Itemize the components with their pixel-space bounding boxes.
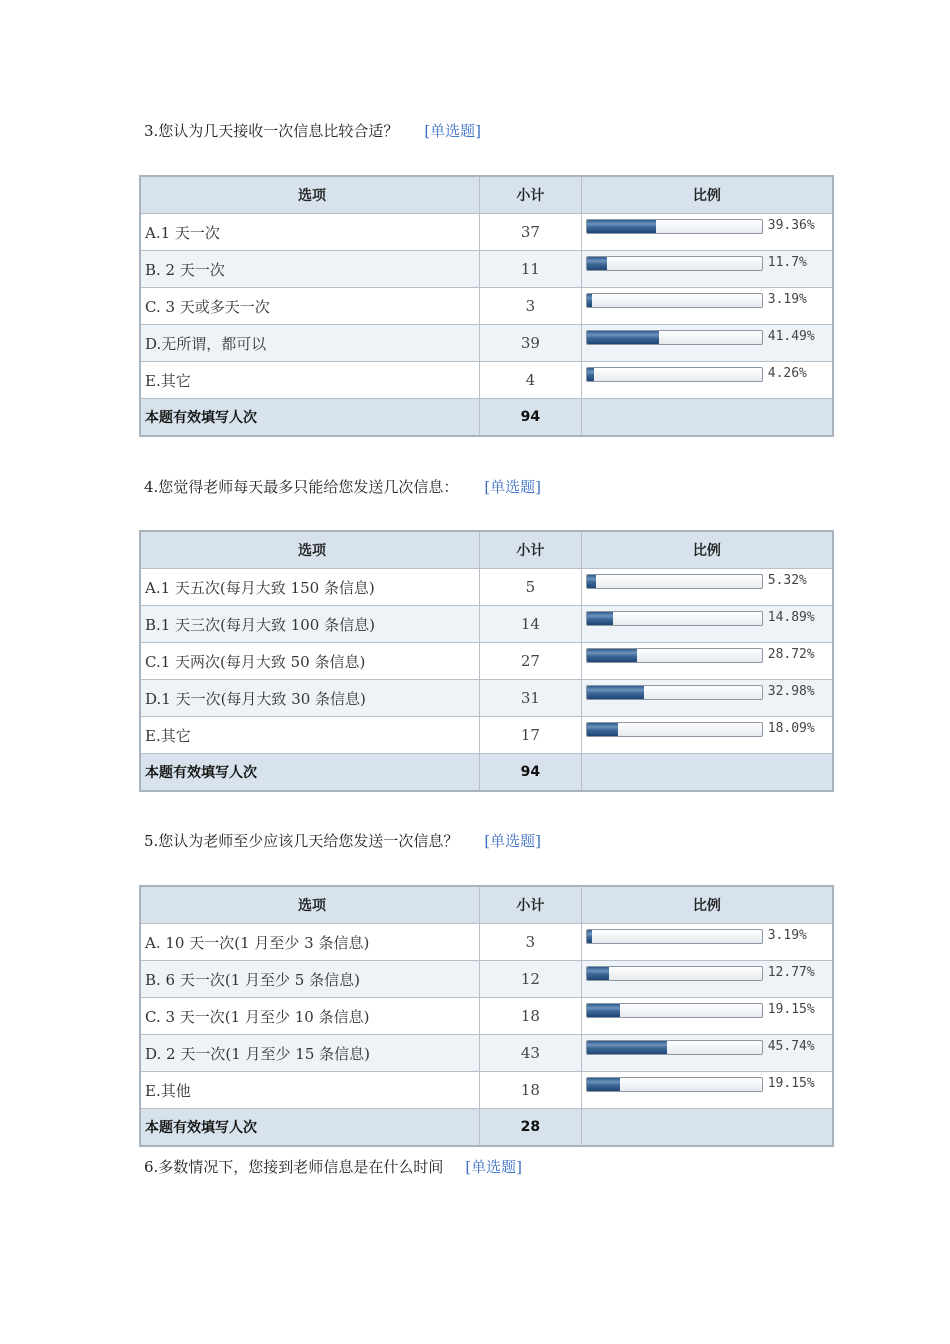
progress-bar (586, 293, 763, 308)
total-label: 本题有效填写人次 (140, 1109, 480, 1147)
option-cell (140, 1072, 480, 1109)
count-cell: 12 (480, 961, 582, 998)
percent-label: 45.74% (767, 1039, 815, 1054)
table-row (140, 680, 833, 717)
total-row (140, 1109, 833, 1147)
option-cell (140, 606, 480, 643)
ratio-cell (581, 214, 833, 251)
option-label: E.其他 (145, 1081, 191, 1100)
table-header-row (140, 176, 833, 214)
progress-bar-fill (587, 967, 609, 980)
table-row (140, 325, 833, 362)
progress-bar-fill (587, 1004, 621, 1017)
question-6-title (144, 1156, 522, 1177)
ratio-cell (581, 362, 833, 399)
option-cell (140, 214, 480, 251)
progress-bar (586, 648, 763, 663)
progress-bar (586, 256, 763, 271)
count-cell: 5 (480, 569, 582, 606)
progress-bar-fill (587, 220, 656, 233)
column-header-option: 选项 (140, 531, 480, 569)
percent-label: 11.7% (767, 255, 807, 270)
table-row (140, 606, 833, 643)
option-label: A.1 天一次 (145, 223, 220, 242)
total-count: 94 (480, 754, 582, 792)
column-header-ratio: 比例 (581, 886, 833, 924)
question-title-text: 6.多数情况下，您接到老师信息是在什么时间 (144, 1158, 444, 1176)
count-cell: 31 (480, 680, 582, 717)
count-cell: 3 (480, 924, 582, 961)
progress-bar-fill (587, 649, 637, 662)
count-cell: 18 (480, 1072, 582, 1109)
table-row (140, 1035, 833, 1072)
progress-bar-fill (587, 257, 607, 270)
question-title-text: 5.您认为老师至少应该几天给您发送一次信息？ (144, 832, 459, 850)
option-label: E.其它 (145, 371, 191, 390)
option-cell (140, 643, 480, 680)
option-cell (140, 569, 480, 606)
progress-bar-fill (587, 331, 660, 344)
ratio-cell (581, 325, 833, 362)
count-cell: 3 (480, 288, 582, 325)
count-cell: 14 (480, 606, 582, 643)
progress-bar (586, 1040, 763, 1055)
column-header-ratio: 比例 (581, 531, 833, 569)
percent-label: 19.15% (767, 1076, 815, 1091)
option-label: D.1 天一次(每月大致 30 条信息) (145, 689, 366, 708)
option-cell (140, 961, 480, 998)
table-row (140, 998, 833, 1035)
table-row (140, 251, 833, 288)
table-row (140, 569, 833, 606)
progress-bar-fill (587, 723, 619, 736)
question-3-title (144, 120, 481, 141)
table-row (140, 1072, 833, 1109)
progress-bar (586, 611, 763, 626)
option-cell (140, 717, 480, 754)
progress-bar (586, 1077, 763, 1092)
question-5-title (144, 830, 541, 851)
progress-bar-fill (587, 1078, 621, 1091)
progress-bar-fill (587, 368, 594, 381)
percent-label: 41.49% (767, 329, 815, 344)
ratio-cell (581, 251, 833, 288)
option-cell (140, 1035, 480, 1072)
column-header-option: 选项 (140, 176, 480, 214)
progress-bar (586, 929, 763, 944)
question-type-tag: [单选题] (484, 832, 542, 850)
ratio-cell (581, 1035, 833, 1072)
question-title-text: 4.您觉得老师每天最多只能给您发送几次信息： (144, 478, 459, 496)
progress-bar-fill (587, 294, 593, 307)
ratio-cell (581, 998, 833, 1035)
ratio-cell (581, 569, 833, 606)
table-row (140, 288, 833, 325)
ratio-cell (581, 961, 833, 998)
question-type-tag: [单选题] (484, 478, 542, 496)
progress-bar (586, 966, 763, 981)
percent-label: 4.26% (767, 366, 807, 381)
column-header-count: 小计 (480, 886, 582, 924)
count-cell: 17 (480, 717, 582, 754)
progress-bar (586, 219, 763, 234)
total-label: 本题有效填写人次 (140, 754, 480, 792)
progress-bar (586, 574, 763, 589)
option-label: D. 2 天一次(1 月至少 15 条信息) (145, 1044, 370, 1063)
column-header-option: 选项 (140, 886, 480, 924)
percent-label: 3.19% (767, 928, 807, 943)
table-header-row (140, 886, 833, 924)
progress-bar-fill (587, 1041, 667, 1054)
total-count: 28 (480, 1109, 582, 1147)
count-cell: 27 (480, 643, 582, 680)
option-label: B.1 天三次(每月大致 100 条信息) (145, 615, 375, 634)
progress-bar (586, 367, 763, 382)
option-cell (140, 251, 480, 288)
total-count: 94 (480, 399, 582, 437)
progress-bar-fill (587, 612, 613, 625)
progress-bar (586, 1003, 763, 1018)
progress-bar (586, 685, 763, 700)
option-cell (140, 362, 480, 399)
percent-label: 14.89% (767, 610, 815, 625)
table-row (140, 214, 833, 251)
ratio-cell (581, 924, 833, 961)
count-cell: 18 (480, 998, 582, 1035)
question-3-table (139, 175, 834, 437)
percent-label: 18.09% (767, 721, 815, 736)
option-cell (140, 998, 480, 1035)
table-header-row (140, 531, 833, 569)
option-label: C. 3 天或多天一次 (145, 297, 270, 316)
column-header-ratio: 比例 (581, 176, 833, 214)
question-title-text: 3.您认为几天接收一次信息比较合适？ (144, 122, 399, 140)
option-label: C. 3 天一次(1 月至少 10 条信息) (145, 1007, 370, 1026)
ratio-cell (581, 1072, 833, 1109)
progress-bar-fill (587, 686, 645, 699)
option-cell (140, 924, 480, 961)
question-type-tag: [单选题] (465, 1158, 523, 1176)
total-row (140, 399, 833, 437)
question-4-title (144, 476, 541, 497)
option-cell (140, 288, 480, 325)
option-label: C.1 天两次(每月大致 50 条信息) (145, 652, 366, 671)
table-row (140, 362, 833, 399)
total-row (140, 754, 833, 792)
table-row (140, 924, 833, 961)
column-header-count: 小计 (480, 531, 582, 569)
progress-bar (586, 330, 763, 345)
column-header-count: 小计 (480, 176, 582, 214)
ratio-cell (581, 680, 833, 717)
option-label: B. 2 天一次 (145, 260, 225, 279)
percent-label: 5.32% (767, 573, 807, 588)
total-empty-cell (581, 1109, 833, 1147)
option-label: B. 6 天一次(1 月至少 5 条信息) (145, 970, 360, 989)
option-label: E.其它 (145, 726, 191, 745)
total-empty-cell (581, 399, 833, 437)
percent-label: 12.77% (767, 965, 815, 980)
percent-label: 3.19% (767, 292, 807, 307)
count-cell: 4 (480, 362, 582, 399)
option-label: A. 10 天一次(1 月至少 3 条信息) (145, 933, 370, 952)
question-type-tag: [单选题] (424, 122, 482, 140)
option-cell (140, 680, 480, 717)
option-label: A.1 天五次(每月大致 150 条信息) (145, 578, 375, 597)
count-cell: 11 (480, 251, 582, 288)
progress-bar-fill (587, 575, 596, 588)
option-cell (140, 325, 480, 362)
ratio-cell (581, 288, 833, 325)
ratio-cell (581, 717, 833, 754)
percent-label: 28.72% (767, 647, 815, 662)
progress-bar-fill (587, 930, 593, 943)
count-cell: 43 (480, 1035, 582, 1072)
question-5-table (139, 885, 834, 1147)
count-cell: 39 (480, 325, 582, 362)
option-label: D.无所谓，都可以 (145, 334, 267, 353)
ratio-cell (581, 643, 833, 680)
count-cell: 37 (480, 214, 582, 251)
table-row (140, 961, 833, 998)
percent-label: 39.36% (767, 218, 815, 233)
total-empty-cell (581, 754, 833, 792)
percent-label: 32.98% (767, 684, 815, 699)
ratio-cell (581, 606, 833, 643)
percent-label: 19.15% (767, 1002, 815, 1017)
table-row (140, 717, 833, 754)
progress-bar (586, 722, 763, 737)
table-row (140, 643, 833, 680)
question-4-table (139, 530, 834, 792)
total-label: 本题有效填写人次 (140, 399, 480, 437)
